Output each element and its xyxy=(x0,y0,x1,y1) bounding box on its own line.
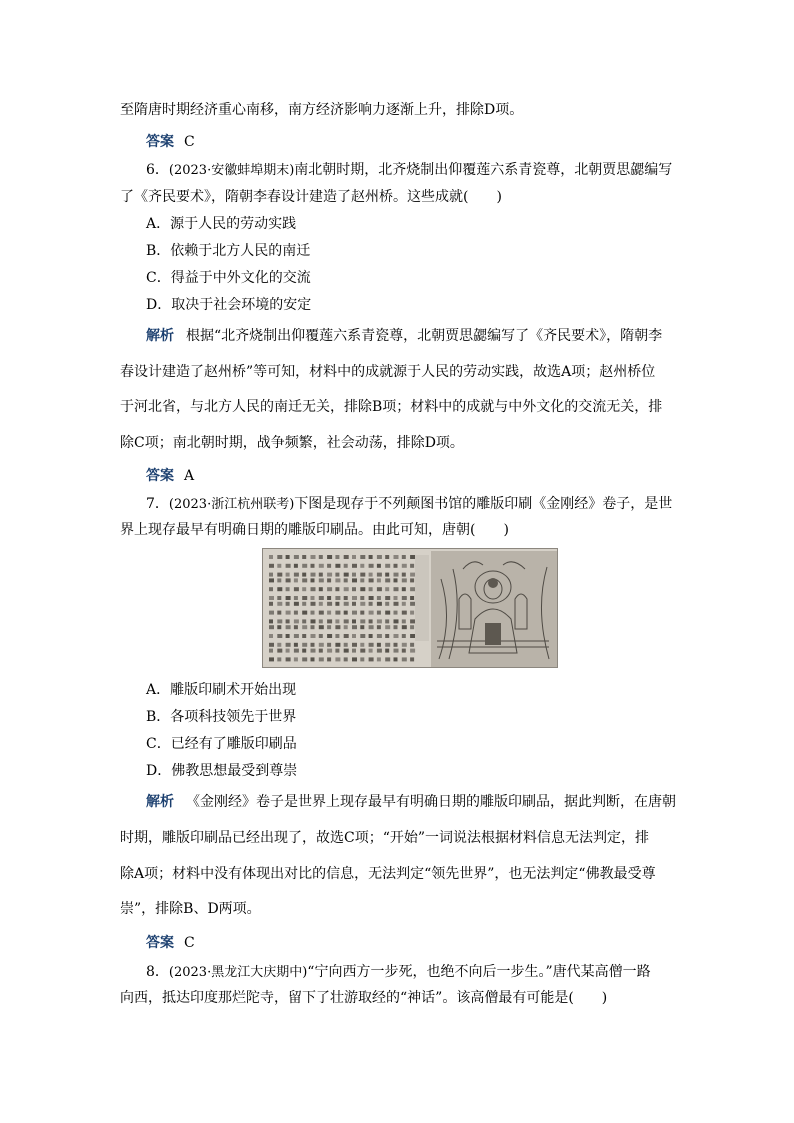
question-source: (2023·安徽蚌埠期末) xyxy=(168,163,295,178)
q6-stem-line1 xyxy=(146,160,672,181)
q5-answer xyxy=(146,132,195,152)
analysis-label: 解析 xyxy=(146,794,174,810)
q7-option-d: D．佛教思想最受到尊崇 xyxy=(146,763,298,779)
q6-analysis-line4: 除C项；南北朝时期，战争频繁，社会动荡，排除D项。 xyxy=(120,435,464,451)
question-stem: “宁向西方一步死，也绝不向后一步生。”唐代某高僧一路 xyxy=(307,964,651,980)
q6-analysis-line3: 于河北省，与北方人民的南迁无关，排除B项；材料中的成就与中外文化的交流无关，排 xyxy=(120,399,663,415)
q7-stem-line2: 界上现存最早有明确日期的雕版印刷品。由此可知，唐朝( ) xyxy=(120,522,509,538)
question-number: 8． xyxy=(146,964,169,980)
answer-value: C xyxy=(184,935,195,951)
q7-option-c: C．已经有了雕版印刷品 xyxy=(146,736,297,752)
answer-value: C xyxy=(184,134,195,150)
question-source: (2023·黑龙江大庆期中) xyxy=(168,965,308,980)
analysis-text: 根据“北齐烧制出仰覆莲六系青瓷尊，北朝贾思勰编写了《齐民要术》，隋朝李 xyxy=(186,328,663,344)
q7-option-a: A．雕版印刷术开始出现 xyxy=(146,682,297,698)
q8-stem-line1 xyxy=(146,962,651,983)
q7-analysis-line1 xyxy=(146,792,676,812)
continuation-line: 至隋唐时期经济重心南移，南方经济影响力逐渐上升，排除D项。 xyxy=(120,102,524,118)
answer-label: 答案 xyxy=(146,134,174,150)
scroll-illustration xyxy=(263,549,558,668)
question-stem: 下图是现存于不列颠图书馆的雕版印刷《金刚经》卷子，是世 xyxy=(294,496,673,512)
q6-answer xyxy=(146,466,194,486)
q6-analysis-line2: 春设计建造了赵州桥”等可知，材料中的成就源于人民的劳动实践，故选A项；赵州桥位 xyxy=(120,364,656,380)
question-number: 6． xyxy=(146,162,169,178)
question-stem: 南北朝时期，北齐烧制出仰覆莲六系青瓷尊，北朝贾思勰编写 xyxy=(294,162,673,178)
q7-analysis-line2: 时期，雕版印刷品已经出现了，故选C项；“开始”一词说法根据材料信息无法判定，排 xyxy=(120,830,650,846)
q7-option-b: B．各项科技领先于世界 xyxy=(146,709,297,725)
q6-option-b: B．依赖于北方人民的南迁 xyxy=(146,243,311,259)
analysis-text: 《金刚经》卷子是世界上现存最早有明确日期的雕版印刷品，据此判断，在唐朝 xyxy=(186,794,676,810)
q8-stem-line2: 向西，抵达印度那烂陀寺，留下了壮游取经的“神话”。该高僧最有可能是( ) xyxy=(120,990,608,1006)
question-number: 7． xyxy=(146,496,169,512)
q7-stem-line1 xyxy=(146,494,672,515)
q7-analysis-line4: 崇”，排除B、D两项。 xyxy=(120,901,261,917)
q7-answer xyxy=(146,933,195,953)
answer-label: 答案 xyxy=(146,468,174,484)
question-source: (2023·浙江杭州联考) xyxy=(168,497,295,512)
q6-option-d: D．取决于社会环境的安定 xyxy=(146,297,312,313)
analysis-label: 解析 xyxy=(146,328,174,344)
diamond-sutra-scroll-image xyxy=(262,548,558,668)
answer-value: A xyxy=(184,468,195,484)
q6-option-a: A．源于人民的劳动实践 xyxy=(146,216,297,232)
q6-analysis-line1 xyxy=(146,326,662,346)
answer-label: 答案 xyxy=(146,935,174,951)
q7-analysis-line3: 除A项；材料中没有体现出对比的信息，无法判定“领先世界”，也无法判定“佛教最受尊 xyxy=(120,866,656,882)
q6-stem-line2: 了《齐民要术》，隋朝李春设计建造了赵州桥。这些成就( ) xyxy=(120,189,502,205)
q6-option-c: C．得益于中外文化的交流 xyxy=(146,270,311,286)
